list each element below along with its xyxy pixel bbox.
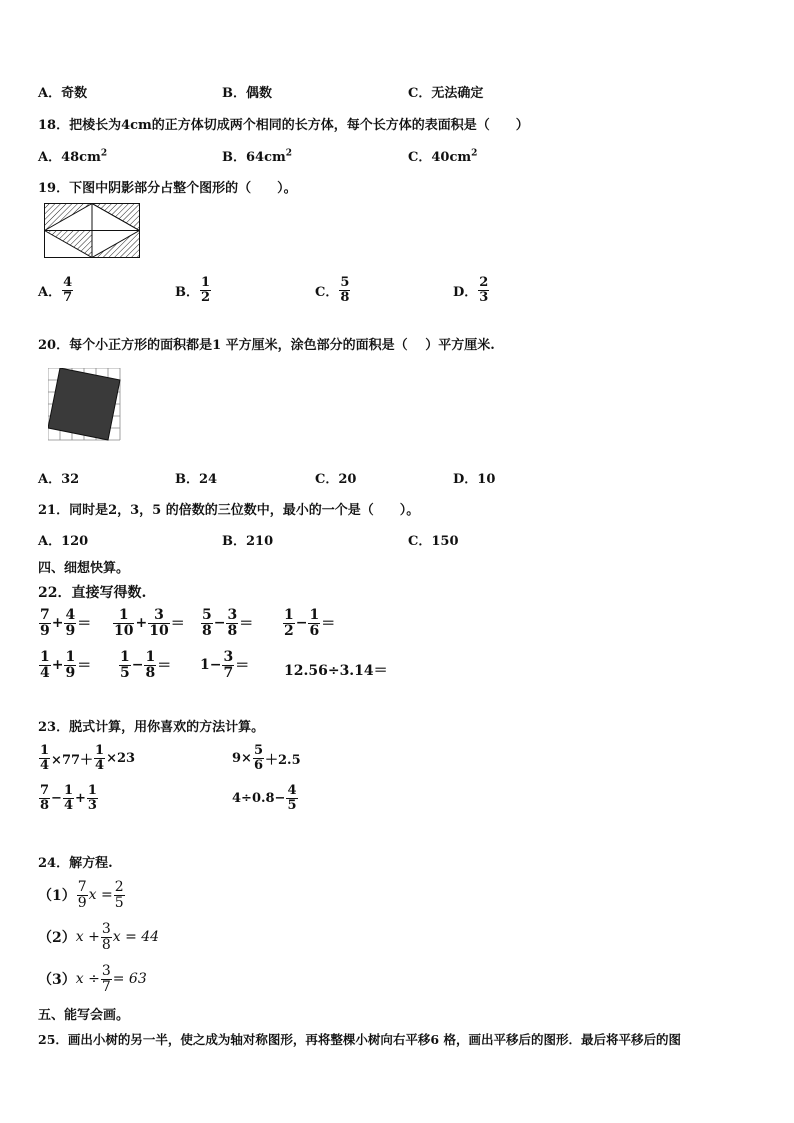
q21-option-c: C．150: [408, 534, 459, 549]
q18-option-c: C．$40cm^2$: [408, 148, 478, 165]
q24-equation-2: （2） x + $\frac{3}{8}$ x = 44: [38, 921, 160, 953]
q19-option-d: D． $\frac{2}{3}$: [453, 275, 489, 305]
q20-option-a: A．32: [38, 472, 80, 487]
q19-shaded-rectangle-figure: [44, 203, 140, 258]
q20-option-c: C．20: [315, 472, 357, 487]
section-5-heading: 五、能写会画。: [38, 1008, 130, 1023]
q18-option-b: B．$64cm^2$: [222, 148, 293, 165]
q20-grid-figure: [48, 368, 124, 442]
q23-expression-1: $\frac{1}{4}$ ×77＋ $\frac{1}{4}$ ×23: [40, 743, 136, 773]
option-b: B．偶数: [222, 86, 272, 101]
q19-stem: 19．下图中阴影部分占整个图形的（ ）。: [38, 181, 297, 196]
q21-option-a: A．120: [38, 534, 89, 549]
q23-expression-4: 4÷0.8− $\frac{4}{5}$: [232, 783, 297, 813]
q24-equation-1: （1） $\frac{7}{9}$ x = $\frac{2}{5}$: [38, 879, 124, 911]
q23-expression-3: $\frac{7}{8}$ − $\frac{1}{4}$ + $\frac{1}{3}$: [40, 783, 97, 813]
q22-item-1: $\frac{7}{9}$ + $\frac{4}{9}$ ＝: [40, 607, 92, 639]
q18-option-a: A．$48cm^2$: [38, 148, 108, 165]
q20-option-b: B．24: [175, 472, 218, 487]
q21-option-b: B．210: [222, 534, 274, 549]
q19-option-b: B． $\frac{1}{2}$: [175, 275, 211, 305]
q22-item-2: $\frac{1}{10}$ + $\frac{3}{10}$ ＝: [114, 607, 185, 639]
q22-item-6: $\frac{1}{5}$ − $\frac{1}{8}$ ＝: [120, 649, 172, 681]
q18-stem: 18．把棱长为4cm的正方体切成两个相同的长方体，每个长方体的表面积是（ ）: [38, 118, 529, 133]
option-a: A．奇数: [38, 86, 88, 101]
q22-item-3: $\frac{5}{8}$ − $\frac{3}{8}$ ＝: [202, 607, 254, 639]
q20-option-d: D．10: [453, 472, 496, 487]
q22-stem: 22．直接写得数.: [38, 585, 147, 601]
q23-expression-2: 9× $\frac{5}{6}$ ＋2.5: [232, 743, 301, 773]
section-4-heading: 四、细想快算。: [38, 561, 130, 576]
q21-stem: 21．同时是2，3，5 的倍数的三位数中，最小的一个是（ ）。: [38, 503, 420, 518]
q22-item-5: $\frac{1}{4}$ + $\frac{1}{9}$ ＝: [40, 649, 92, 681]
q25-stem: 25．画出小树的另一半，使之成为轴对称图形，再将整棵小树向右平移6 格，画出平移后的图形．最后将平移后的图: [38, 1032, 681, 1047]
q20-stem: 20．每个小正方形的面积都是1 平方厘米，涂色部分的面积是（ ）平方厘米.: [38, 338, 495, 353]
q19-option-a: A． $\frac{4}{7}$: [38, 275, 73, 305]
q23-stem: 23．脱式计算，用你喜欢的方法计算。: [38, 720, 265, 735]
q24-stem: 24．解方程.: [38, 856, 113, 871]
q22-item-4: $\frac{1}{2}$ − $\frac{1}{6}$ ＝: [284, 607, 336, 639]
q22-item-8: 12.56÷3.14＝: [284, 663, 388, 679]
q22-item-7: 1− $\frac{3}{7}$ ＝: [200, 649, 250, 681]
q24-equation-3: （3） x ÷ $\frac{3}{7}$ = 63: [38, 963, 147, 995]
option-c: C．无法确定: [408, 86, 484, 101]
q19-option-c: C． $\frac{5}{8}$: [315, 275, 350, 305]
